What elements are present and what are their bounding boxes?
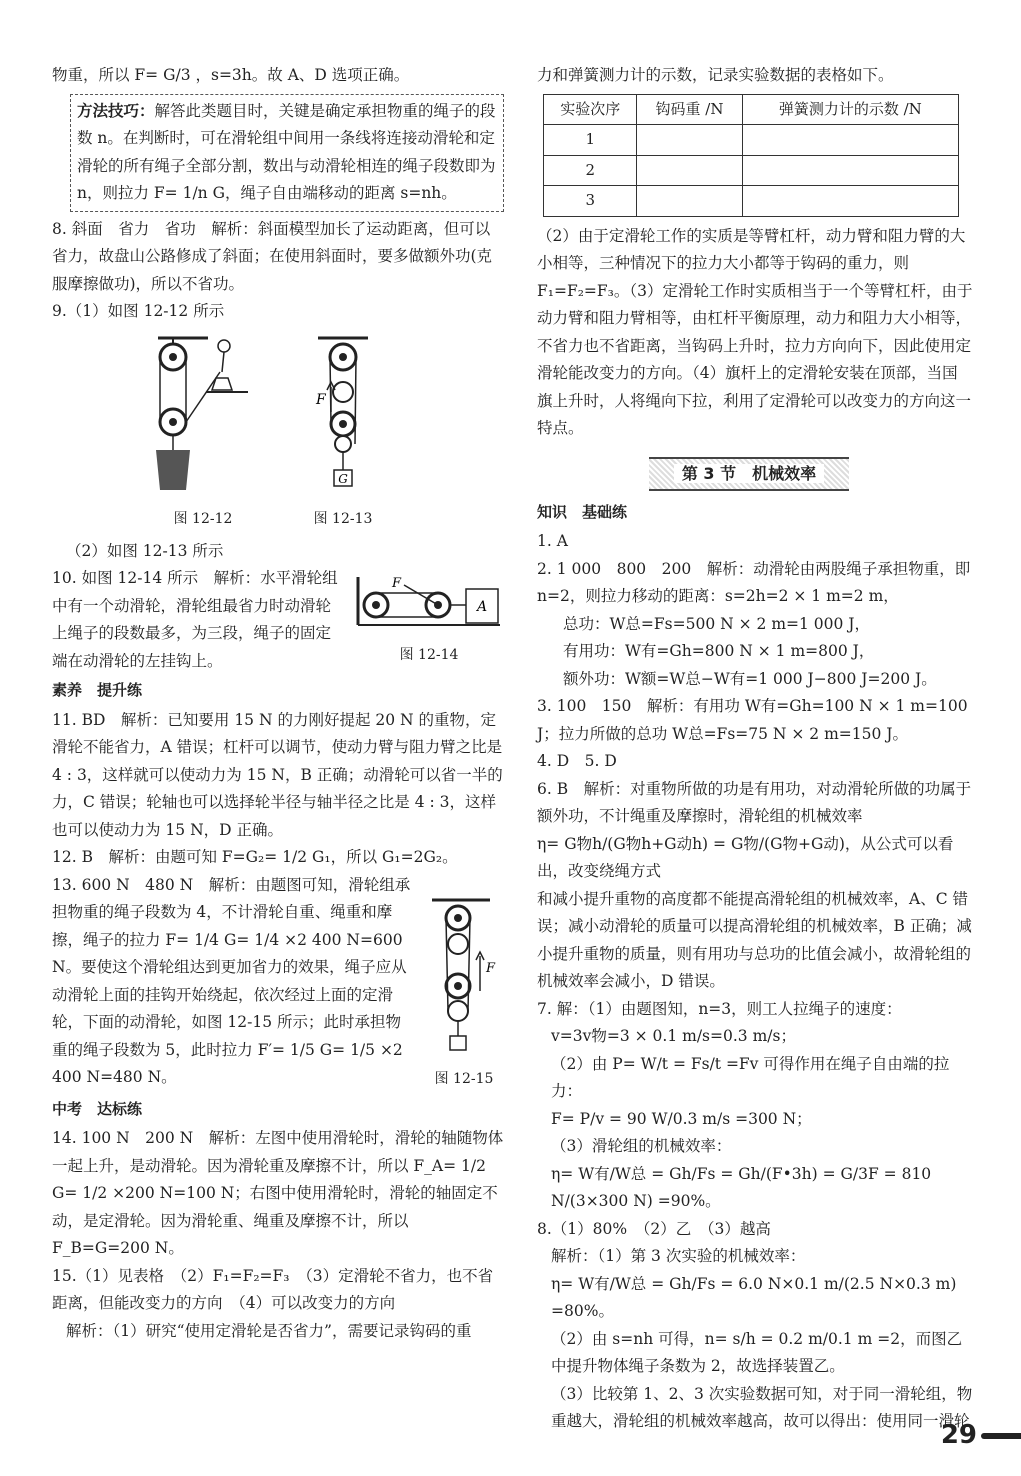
tip-body: 解答此类题目时，关键是确定承担物重的绳子的段数 n。在判断时，可在滑轮组中间用一条线将连接动滑轮和定滑轮的所有绳子全部分割，数出与动滑轮相连的绳子段数即为 n，则拉力 F= 1/n G，绳子自由端移动的距离 s=nh。	[77, 101, 496, 202]
figure-12-13-caption: 图 12-13	[313, 511, 373, 527]
answer-1: 1. A	[537, 532, 568, 550]
table-cell-index: 2	[544, 155, 637, 186]
answer-8-analysis: 解析：（1）第 3 次实验的机械效率：	[551, 1247, 806, 1265]
figure-12-12-caption: 图 12-12	[173, 511, 233, 527]
answer-6: 6. B 解析：对重物所做的功是有用功，对动滑轮所做的功属于额外功，不计绳重及摩擦时，滑轮组的机械效率	[537, 779, 972, 825]
left-line-0: 物重，所以 F= G/3 ，s=3h。故 A、D 选项正确。	[52, 66, 410, 84]
answer-8: 8.（1）80% （2）乙 （3）越高	[537, 1219, 771, 1238]
answer-8: 8. 斜面 省力 省功 解析：斜面模型加长了运动距离，但可以省力，故盘山公路修成了斜面；在使用斜面时，要多做额外功(克服摩擦做功)，所以不省功。	[52, 219, 493, 293]
answer-8-part-2: （2）由 s=nh 可得，n= s/h = 0.2 m/0.1 m =2，而图乙中提升物体绳子条数为 2，故选择装置乙。	[551, 1329, 963, 1375]
answer-6-formula: η= G物h/(G物h+G动h) = G物/(G物+G动)，从公式可以看出，改变绕绳方式	[537, 834, 954, 880]
answer-2-total-work: 总功：W总=Fs=500 N × 2 m=1 000 J，	[563, 614, 871, 633]
pulley-diagram-12-15	[424, 896, 504, 1056]
right-line-0: 力和弹簧测力计的示数，记录实验数据的表格如下。	[537, 66, 894, 84]
pulley-diagram-12-12	[148, 332, 258, 497]
force-f-label-13: F	[316, 391, 326, 408]
heading-zhongkao: 中考 达标练	[52, 1099, 143, 1118]
answer-2: 2. 1 000 800 200 解析：动滑轮由两股绳子承担物重，即 n=2，则拉力移动的距离：s=2h=2 × 1 m=2 m，	[537, 559, 971, 605]
force-f-label-14: F	[392, 576, 402, 591]
answer-7-power: （2）由 P= W/t = Fs/t =Fv 可得作用在绳子自由端的拉力：	[551, 1054, 950, 1100]
page-number-bar	[981, 1433, 1021, 1439]
answer-7-speed: v=3v物=3 × 0.1 m/s=0.3 m/s；	[551, 1027, 796, 1045]
table-row	[544, 155, 959, 186]
answer-7-efficiency-label: （3）滑轮组的机械效率：	[551, 1137, 732, 1155]
figure-12-13	[298, 332, 388, 534]
table-header: 实验次序	[544, 94, 637, 125]
left-column	[52, 62, 504, 1345]
pulley-diagram-12-14	[354, 573, 504, 631]
figure-12-15-caption: 图 12-15	[434, 1071, 494, 1087]
answer-2-extra-work: 额外功：W额=W总−W有=1 000 J−800 J=200 J。	[563, 669, 937, 688]
answer-2-useful-work: 有用功：W有=Gh=800 N × 1 m=800 J，	[563, 642, 875, 660]
figure-12-12	[148, 332, 258, 534]
answer-8-part-3: （3）比较第 1、2、3 次实验数据可知，对于同一滑轮组，物重越大，滑轮组的机械效率越高，故可以得出：使用同一滑轮	[551, 1384, 973, 1430]
figure-12-15	[424, 896, 504, 1094]
table-header: 钩码重 /N	[637, 94, 742, 125]
table-header-row	[544, 94, 959, 125]
page-number: 29	[940, 1420, 977, 1450]
answer-15: 15.（1）见表格 （2）F₁=F₂=F₃ （3）定滑轮不省力，也不省距离，但能改变力的方向 （4）可以改变力的方向	[52, 1266, 494, 1312]
weight-g-label: G	[338, 471, 348, 486]
answer-7-force: F= P/v = 90 W/0.3 m/s =300 N；	[551, 1109, 812, 1128]
section-title	[649, 457, 849, 491]
table-header: 弹簧测力计的示数 /N	[742, 94, 958, 125]
answer-13: 13. 600 N 480 N 解析：由题图可知，滑轮组承担物重的绳子段数为 4，不计滑轮自重、绳重和摩擦，绳子的拉力 F= 1/4 G= 1/4 ×2 400 N=600 N。要使这个滑轮组达到更加省力的效果，绳子应从动滑轮上面的挂钩开始绕起，依次经过上面的定滑轮，下面的动滑轮，如图 12-15 所示；此时承担物重的绳子段数为 5，此时拉力 F′= 1/5 G= 1/5 ×2 400 N=480 N。	[52, 875, 411, 1086]
table-row	[544, 186, 959, 217]
answer-15-analysis: 解析：（1）研究“使用定滑轮是否省力”，需要记录钩码的重	[66, 1321, 472, 1340]
table-cell-index: 1	[544, 125, 637, 156]
answer-7-efficiency: η= W有/W总 = Gh/Fs = Gh/(F•3h) = G/3F = 810 N/(3×300 N) =90%。	[551, 1164, 932, 1210]
answer-6-rest: 和减小提升重物的高度都不能提高滑轮组的机械效率，A、C 错误；减小动滑轮的质量可以提高滑轮组的机械效率，B 正确；减小提升重物的质量，则有用功与总功的比值会减小，故滑轮组的机械效率会减小，D 错误。	[537, 889, 972, 990]
heading-zhishi: 知识 基础练	[537, 502, 628, 521]
pulley-diagram-12-13	[298, 332, 388, 497]
data-table	[543, 94, 959, 217]
right-analysis-1: （2）由于定滑轮工作的实质是等臂杠杆，动力臂和阻力臂的大小相等，三种情况下的拉力大小都等于钩码的重力，则 F₁=F₂=F₃。（3）定滑轮工作时实质相当于一个等臂杠杆，由于动力臂和阻力臂相等，由杠杆平衡原理，动力和阻力大小相等，不省力也不省距离，当钩码上升时，拉力方向向下，因此使用定滑轮能改变力的方向。（4）旗杆上的定滑轮安装在顶部，当国旗上升时，人将绳向下拉，利用了定滑轮可以改变力的方向这一特点。	[537, 226, 973, 437]
answer-14: 14. 100 N 200 N 解析：左图中使用滑轮时，滑轮的轴随物体一起上升，是动滑轮。因为滑轮重及摩擦不计，所以 F_A= 1/2 G= 1/2 ×200 N=100 N；右图中使用滑轮时，滑轮的轴固定不动，是定滑轮。因为滑轮重、绳重及摩擦不计，所以 F_B=G=200 N。	[52, 1129, 504, 1257]
force-f-label-15: F	[486, 960, 496, 976]
table-row	[544, 125, 959, 156]
answer-8-efficiency: η= W有/W总 = Gh/Fs = 6.0 N×0.1 m/(2.5 N×0.3 m) =80%。	[551, 1274, 957, 1320]
right-column	[537, 62, 973, 1436]
answer-11: 11. BD 解析：已知要用 15 N 的力刚好提起 20 N 的重物，定滑轮不能省力，A 错误；杠杆可以调节，使动力臂与阻力臂之比是 4 : 3，这样就可以使动力为 15 N，B 正确；动滑轮可以省一半的力，C 错误；轮轴也可以选择轮半径与轴半径之比是 4 : 3，这样也可以使动力为 15 N，D 正确。	[52, 710, 503, 839]
answer-9-2: （2）如图 12-13 所示	[66, 541, 224, 560]
answer-3: 3. 100 150 解析：有用功 W有=Gh=100 N × 1 m=100 J；拉力所做的总功 W总=Fs=75 N × 2 m=150 J。	[537, 697, 968, 743]
answer-4-5: 4. D 5. D	[537, 752, 617, 770]
answer-9-1: 9.（1）如图 12-12 所示	[52, 302, 225, 320]
figure-12-14-caption: 图 12-14	[399, 646, 459, 663]
figure-12-14	[354, 573, 504, 669]
tip-title: 方法技巧：	[77, 101, 155, 120]
block-a-label: A	[476, 599, 488, 615]
table-cell-index: 3	[544, 186, 637, 217]
figures-12-12-13	[148, 332, 504, 534]
method-tip-box	[70, 94, 504, 212]
section-title-text: 第 3 节 机械效率	[674, 464, 824, 483]
answer-10: 10. 如图 12-14 所示 解析：水平滑轮组中有一个动滑轮，滑轮组最省力时动滑轮上绳子的段数最多，为三段，绳子的固定端在动滑轮的左挂钩上。	[52, 569, 338, 670]
answer-7: 7. 解：（1）由题图知，n=3，则工人拉绳子的速度：	[537, 999, 902, 1018]
heading-suyang: 素养 提升练	[52, 681, 143, 699]
answer-12: 12. B 解析：由题可知 F=G₂= 1/2 G₁，所以 G₁=2G₂。	[52, 848, 458, 866]
